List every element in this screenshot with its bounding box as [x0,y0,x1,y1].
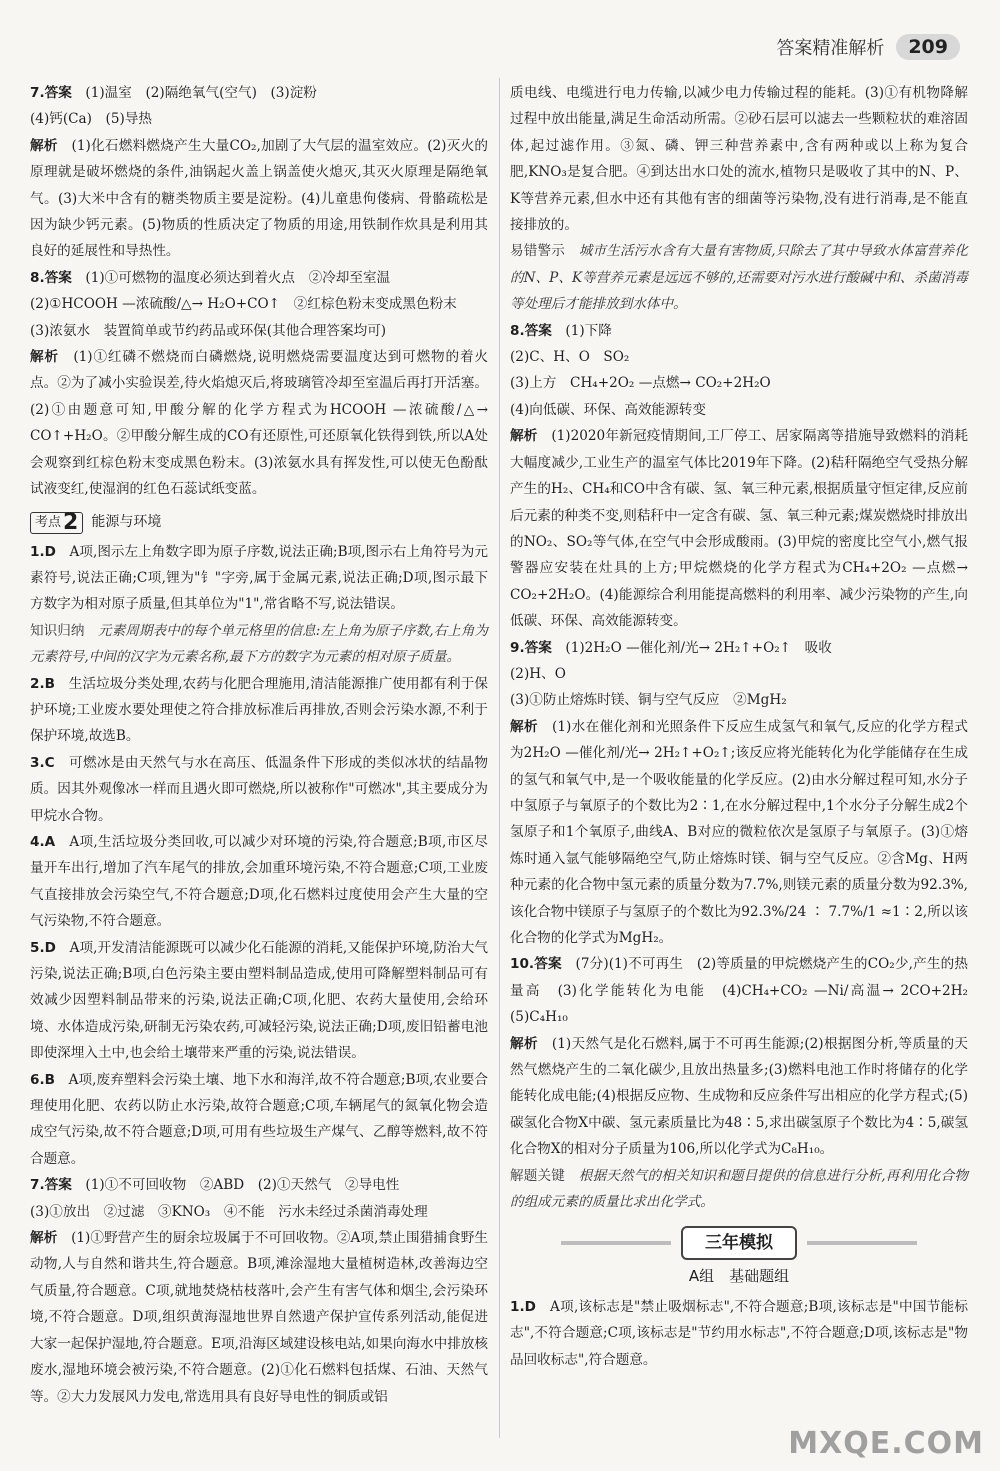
answer-label: 8.答案 [510,322,552,339]
note-paragraph [30,618,488,671]
answer-text: (2)H、O [510,665,566,682]
answer-text: (4)钙(Ca) (5)导热 [30,111,152,128]
note-paragraph [510,238,968,317]
answer-label: 解析 [510,718,539,735]
answer-paragraph [30,80,488,106]
answer-text: (1)化石燃料燃烧产生大量CO₂,加剧了大气层的温室效应。(2)灭火的原理就是破坏燃烧的条件,油锅起火盖上锅盖使火熄灭,其灭火原理是隔绝氧气。(3)大米中含有的糖类物质主要是淀粉。(4)儿童患佝偻病、骨骼疏松是因为缺少钙元素。(5)物质的性质决定了物质的用途,用铁制作炊具是利用其良好的延展性和导热性。 [30,137,489,260]
answer-paragraph [510,714,968,952]
answer-text: (1)2H₂O —催化剂/光→ 2H₂↑+O₂↑ 吸收 [551,639,832,656]
answer-text: (3)①放出 ②过滤 ③KNO₃ ④不能 污水未经过杀菌消毒处理 [30,1203,428,1220]
answer-paragraph [510,1294,968,1373]
answer-text: (3)上方 CH₄+2O₂ —点燃→ CO₂+2H₂O [510,375,771,392]
banner-line-right [807,1241,917,1245]
answer-label: 1.D [30,543,56,560]
section-number: 2 [63,509,79,535]
left-column [30,80,488,1410]
answer-paragraph [30,344,488,502]
answer-paragraph [510,370,968,396]
column-divider [499,78,500,1438]
answer-paragraph [30,1172,488,1198]
answer-text: (1)①可燃物的温度必须达到着火点 ②冷却至室温 [71,269,391,286]
answer-text: A项,图示左上角数字即为原子序数,说法正确;B项,图示右上角符号为元素符号,说法正确;C项,锂为"钅"字旁,属于金属元素,说法正确;D项,图示最下方数字为相对原子质量,但其单位为"1",常省略不写,说法错误。 [30,543,488,613]
answer-text: A项,开发清洁能源既可以减少化石能源的消耗,又能保护环境,防治大气污染,说法正确;B项,白色污染主要由塑料制品造成,使用可降解塑料制品可有效减少因塑料制品带来的污染,说法正确;C项,化肥、农药大量使用,会给环境、水体造成污染,研制无污染农药,可减轻污染,说法正确;D项,废旧铅蓄电池即使深埋入土中,也会给土壤带来严重的污染,说法错误。 [30,939,488,1062]
answer-paragraph [510,344,968,370]
answer-label: 解析 [510,428,538,445]
answer-label: 解析 [30,137,58,154]
answer-text: (1)天然气是化石燃料,属于不可再生能源;(2)根据图分析,等质量的天然气燃烧产生的二氧化碳少,且放出热量多;(3)燃料电池工作时将储存的化学能转化成电能;(4)根据反应物、生成物和反应条件写出相应的化学方程式;(5)碳氢化合物X中碳、氢元素质量比为48∶5,求出碳氢原子个数比为4∶5,碳氢化合物X的相对分子质量为106,所以化学式为C₈H₁₀。 [510,1035,969,1158]
answer-text: (1)温室 (2)隔绝氧气(空气) (3)淀粉 [71,85,317,101]
right-column [510,80,982,1373]
answer-text: (2)①HCOOH —浓硫酸/△→ H₂O+CO↑ ②红棕色粉末变成黑色粉末 [30,296,457,313]
answer-paragraph [510,397,968,423]
group-heading: A组 基础题组 [688,1267,790,1286]
answer-label: 8.答案 [30,269,72,286]
answer-text: (3)①防止熔炼时镁、铜与空气反应 ②MgH₂ [510,692,787,709]
answer-label: 7.答案 [30,1177,72,1194]
answer-paragraph [30,106,488,132]
note-label: 解题关键 [510,1167,565,1184]
section-title: 能源与环境 [91,514,162,531]
answer-text: (1)下降 [551,322,612,339]
answer-text: (1)2020年新冠疫情期间,工厂停工、居家隔离等措施导致燃料的消耗大幅度减少,工业生产的温室气体比2019年下降。(2)秸秆隔绝空气受热分解产生的H₂、CH₄和CO中含有碳、氢、氧三种元素,根据质量守恒定律,反应前后元素的种类不变,则秸秆中一定含有碳、氢、氧三种元素;煤炭燃烧时排放出的NO₂、SO₂等气体,在空气中会形成酸雨。(3)甲烷的密度比空气小,燃气报警器应安装在灶具的上方;甲烷燃烧的化学方程式为CH₄+2O₂ —点燃→ CO₂+2H₂O。(4)能源综合利用能提高燃料的利用率、减少污染物的产生,向低碳、环保、高效能源转变。 [510,428,968,630]
answer-text: 城市生活污水含有大量有害物质,只除去了其中导致水体富营养化的N、P、K等营养元素是远远不够的,还需要对污水进行酸碱中和、杀菌消毒等处理后才能排放到水体中。 [510,243,968,313]
answer-paragraph [30,133,488,265]
answer-text: (3)浓氨水 装置简单或节约药品或环保(其他合理答案均可) [30,322,387,339]
answer-text: (1)①野营产生的厨余垃圾属于不可回收物。②A项,禁止围猎捕食野生动物,人与自然和谐共生,符合题意。B项,滩涂湿地大量植树造林,改善海边空气质量,符合题意。C项,就地焚烧枯枝落叶,会产生有害气体和烟尘,会污染环境,不符合题意。D项,组织黄海湿地世界自然遗产保护宣传系列活动,能促进大家一起保护湿地,符合题意。E项,沿海区域建设核电站,如果向海水中排放核废水,湿地环境会被污染,不符合题意。(2)①化石燃料包括煤、石油、天然气等。②大力发展风力发电,常选用具有良好导电性的铜质或铝 [30,1230,488,1405]
answer-paragraph [510,318,968,344]
answer-label: 解析 [30,349,59,366]
answer-text: (4)向低碳、环保、高效能源转变 [510,401,706,418]
answer-text: (1)水在催化剂和光照条件下反应生成氢气和氧气,反应的化学方程式为2H₂O —催化剂/光→ 2H₂↑+O₂↑;该反应将光能转化为化学能储存在生成的氢气和氧气中,是一个吸收能量的化学反应。(2)由水分解过程可知,水分子中氢原子与氧原子的个数比为2∶1,在水分解过程中,1个水分子分解生成2个氢原子和1个氧原子,曲线A、B对应的微粒依次是氢原子与氧原子。(3)①熔炼时通入氩气能够隔绝空气,防止熔炼时镁、铜与空气反应。②含Mg、H两种元素的化合物中氢元素的质量分数为7.7%,则镁元素的质量分数为92.3%,该化合物中镁原子与氢原子的个数比为92.3%/24 ∶ 7.7%/1 ≈1∶2,所以该化合物的化学式为MgH₂。 [510,718,969,946]
answer-paragraph [510,661,968,687]
answer-text: 生活垃圾分类处理,农药与化肥合理施用,清洁能源推广使用都有利于保护环境;工业废水要处理使之符合排放标准后再排放,否则会污染水源,不利于保护环境,故选B。 [30,675,488,745]
answer-text: 根据天然气的相关知识和题目提供的信息进行分析,再利用化合物的组成元素的质量比求出化学式。 [510,1167,968,1211]
answer-paragraph [30,318,488,344]
page-header [776,30,960,64]
answer-label: 4.A [30,833,56,850]
answer-text: (2)C、H、O SO₂ [510,349,630,366]
section-tag-label: 考点 [35,514,62,530]
answer-paragraph [30,539,488,618]
banner-line-left [561,1241,671,1245]
answer-paragraph [510,635,968,661]
answer-paragraph [30,1067,488,1173]
answer-paragraph [510,423,968,634]
page-number: 209 [896,34,960,60]
answer-paragraph [30,291,488,317]
answer-text: 元素周期表中的每个单元格里的信息:左上角为原子序数,右上角为元素符号,中间的汉字为元素名称,最下方的数字为元素的相对原子质量。 [30,622,488,666]
answer-label: 7.答案 [30,85,72,101]
answer-label: 9.答案 [510,639,552,656]
answer-label: 解析 [510,1035,538,1052]
note-paragraph [510,1163,968,1216]
answer-paragraph [30,935,488,1067]
answer-text: 可燃冰是由天然气与水在高压、低温条件下形成的类似冰状的结晶物质。因其外观像冰一样而且遇火即可燃烧,所以被称作"可燃冰",其主要成分为甲烷水合物。 [30,754,488,824]
header-title: 答案精准解析 [776,38,885,59]
section-tag [30,509,83,535]
section-heading [30,509,488,537]
answer-label: 5.D [30,939,56,956]
answer-paragraph [510,687,968,713]
answer-text: 质电线、电缆进行电力传输,以减少电力传输过程的能耗。(3)①有机物降解过程中放出能量,满足生命活动所需。②砂石层可以滤去一些颗粒状的难溶固体,起过滤作用。③氮、磷、钾三种营养素中,含有两种或以上称为复合肥,KNO₃是复合肥。④到达出水口处的流水,植物只是吸收了其中的N、P、K等营养元素,但水中还有其他有害的细菌等污染物,没有进行消毒,是不能直接排放的。 [510,85,968,234]
answer-label: 6.B [30,1071,55,1088]
answer-label: 2.B [30,675,55,692]
answer-text: A项,废弃塑料会污染土壤、地下水和海洋,故不符合题意;B项,农业要合理使用化肥、农药以防止水污染,故符合题意;C项,车辆尾气的氮氧化物会造成空气污染,故不符合题意;D项,可用有些垃圾生产煤气、乙醇等燃料,故不符合题意。 [30,1071,488,1167]
answer-paragraph [30,750,488,829]
answer-paragraph [30,829,488,935]
answer-label: 解析 [30,1230,58,1247]
answer-paragraph [30,265,488,291]
answer-paragraph [510,80,968,238]
note-label: 知识归纳 [30,622,85,639]
answer-label: 10.答案 [510,956,562,973]
answer-label: 1.D [510,1298,536,1315]
section-banner [510,1227,968,1259]
answer-text: (1)①不可回收物 ②ABD (2)①天然气 ②导电性 [71,1177,400,1194]
answer-paragraph [30,1199,488,1225]
answer-text: (7分)(1)不可再生 (2)等质量的甲烷燃烧产生的CO₂少,产生的热量高 (3)化学能转化为电能 (4)CH₄+CO₂ —Ni/高温→ 2CO+2H₂ (5)C₄H₁₀ [510,956,982,1026]
answer-label: 3.C [30,754,55,771]
watermark: MXQE.COM [788,1426,984,1461]
banner-title: 三年模拟 [681,1226,797,1260]
answer-text: (1)①红磷不燃烧而白磷燃烧,说明燃烧需要温度达到可燃物的着火点。②为了减小实验误差,待火焰熄灭后,将玻璃管冷却至室温后再打开活塞。(2)①由题意可知,甲酸分解的化学方程式为HCOOH —浓硫酸/△→ CO↑+H₂O。②甲酸分解生成的CO有还原性,可还原氧化铁得到铁,所以A处会观察到红棕色粉末变成黑色粉末。(3)浓氨水具有挥发性,可以使无色酚酞试液变红,使湿润的红色石蕊试纸变蓝。 [30,349,488,498]
answer-paragraph [30,1225,488,1410]
answer-paragraph [510,1031,968,1163]
note-label: 易错警示 [510,243,565,260]
answer-paragraph [510,951,982,1030]
answer-paragraph [30,671,488,750]
answer-text: A项,生活垃圾分类回收,可以减少对环境的污染,符合题意;B项,市区尽量开车出行,增加了汽车尾气的排放,会加重环境污染,不符合题意;C项,工业废气直接排放会污染空气,不符合题意;D项,化石燃料过度使用会产生大量的空气污染物,不符合题意。 [30,833,488,930]
answer-text: A项,该标志是"禁止吸烟标志",不符合题意;B项,该标志是"中国节能标志",不符合题意;C项,该标志是"节约用水标志",不符合题意;D项,该标志是"物品回收标志",符合题意。 [510,1298,968,1368]
